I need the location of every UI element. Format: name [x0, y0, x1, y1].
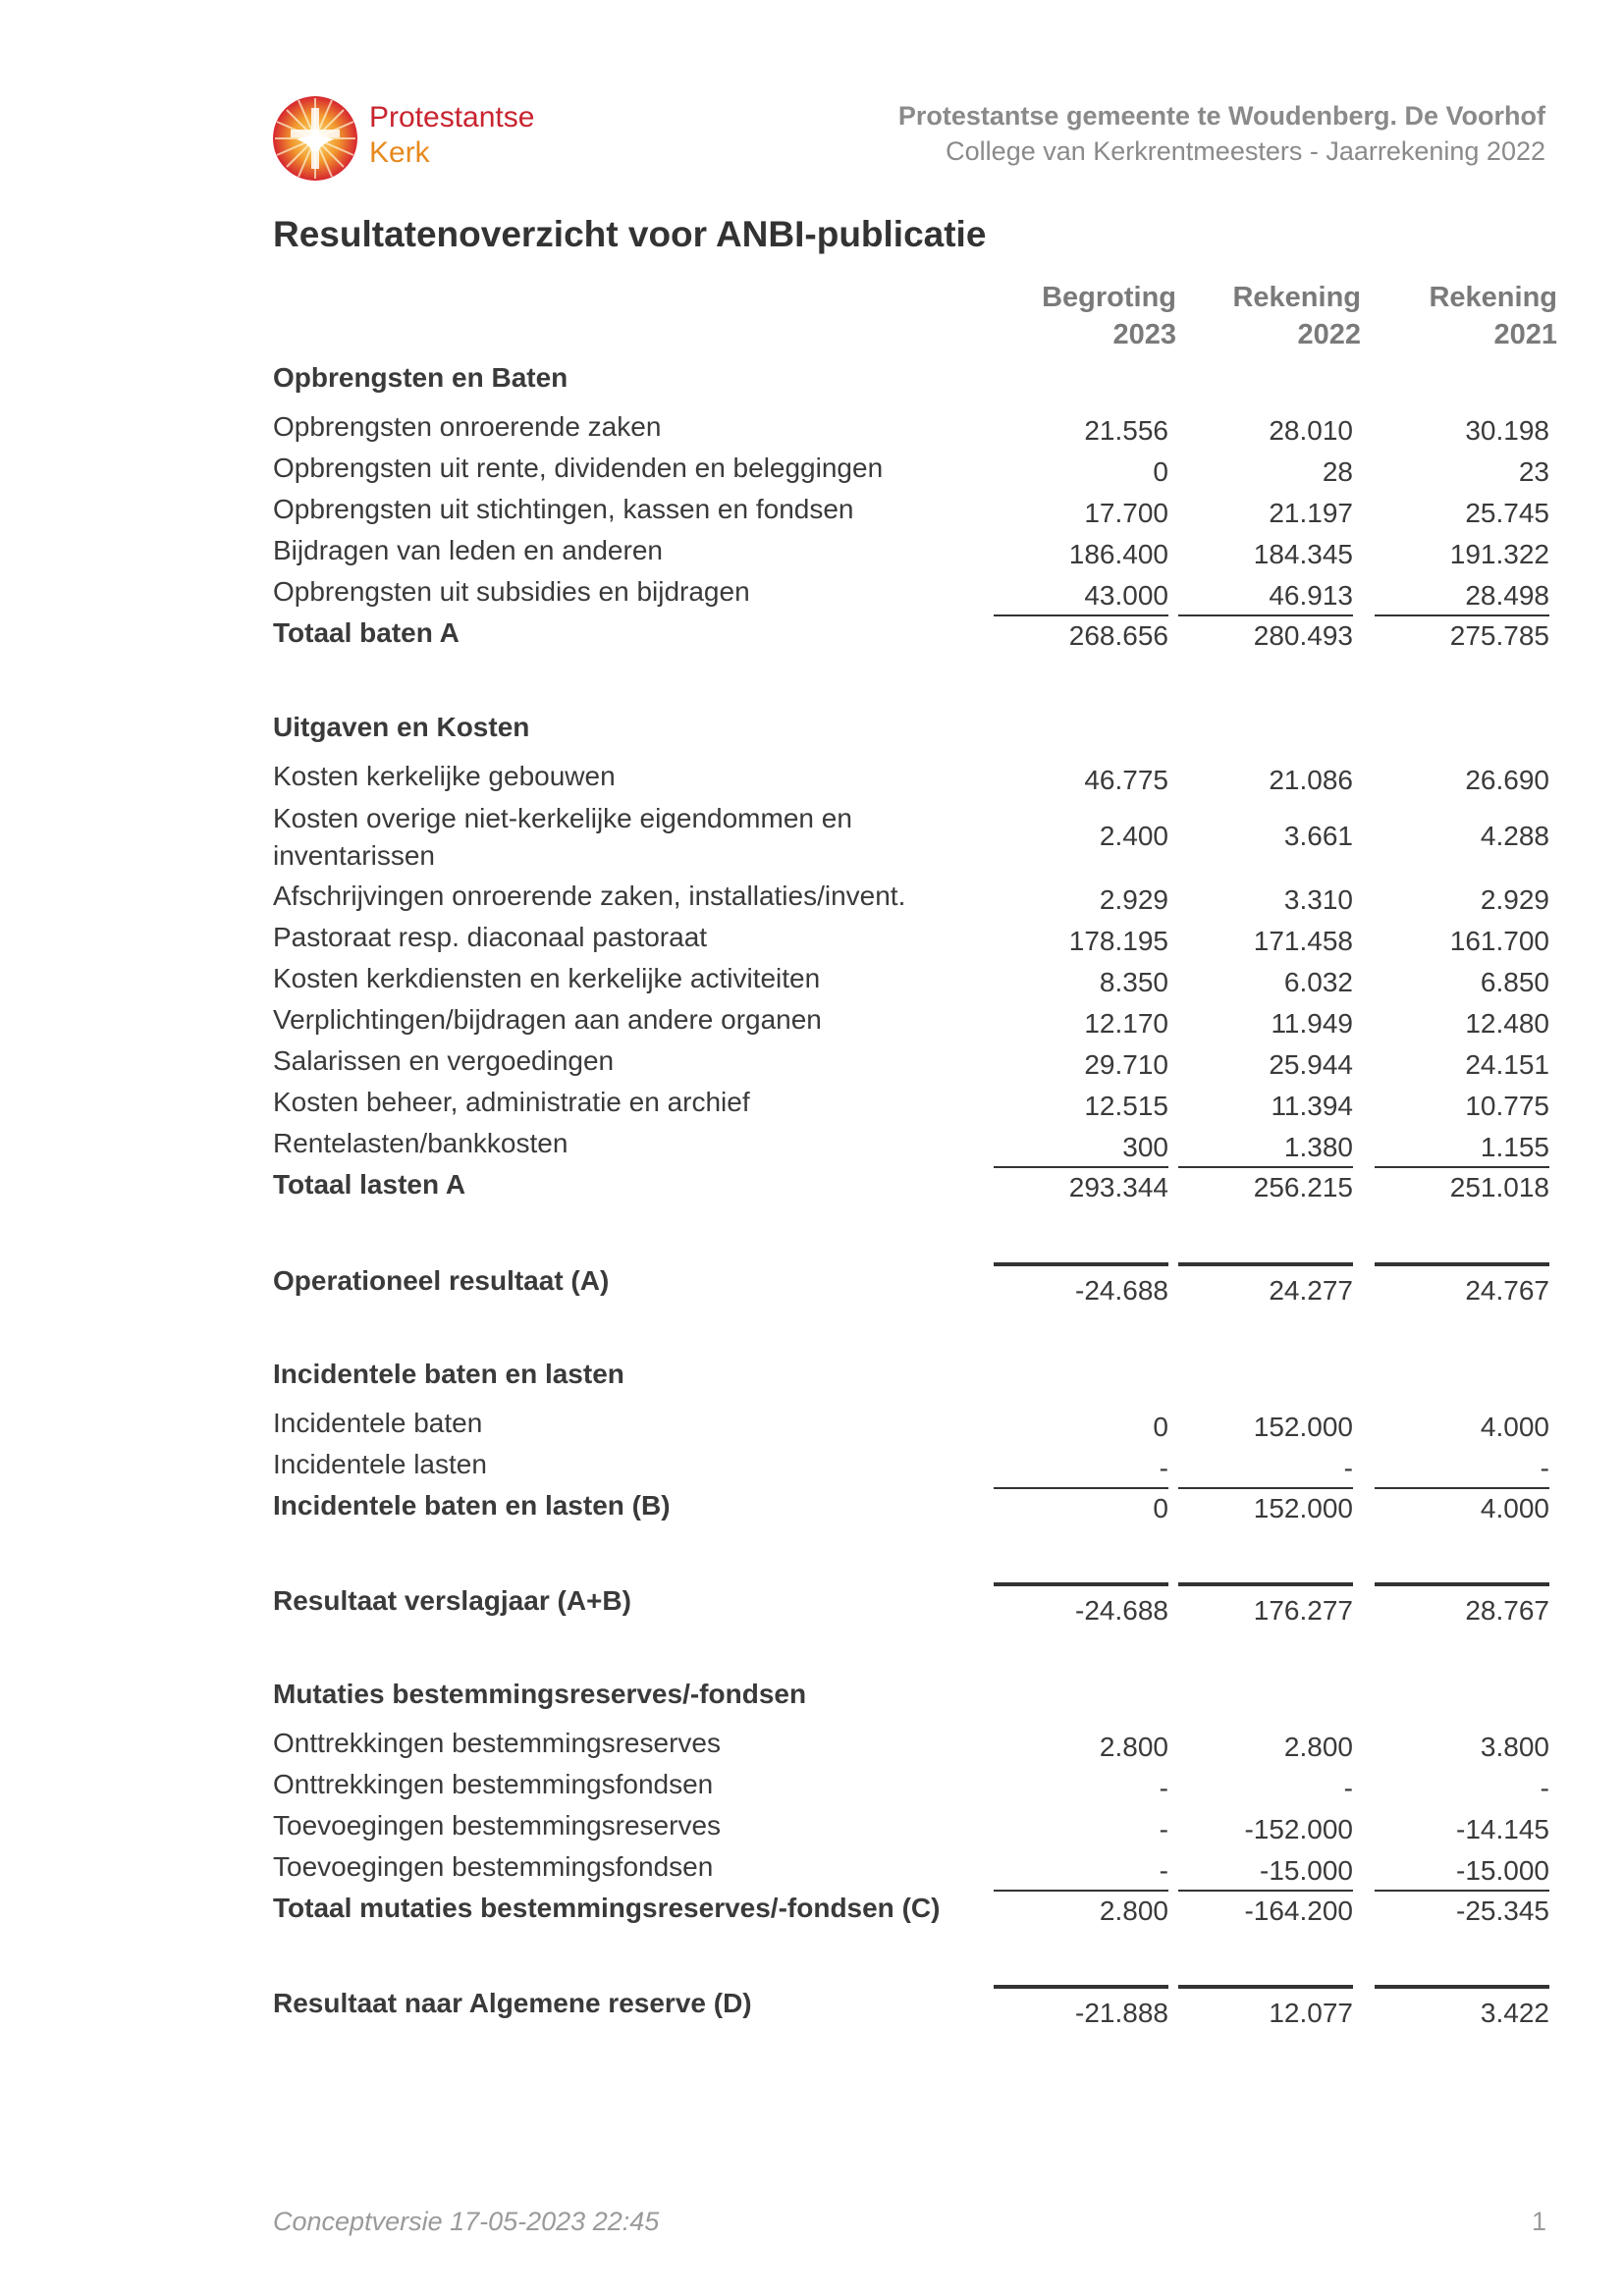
row-label: Totaal lasten A	[273, 1169, 466, 1200]
value-rekening-2021: -14.145	[1456, 1814, 1549, 1844]
row-label: Incidentele baten en lasten (B)	[273, 1490, 671, 1521]
value-rekening-2021: 25.745	[1465, 498, 1549, 528]
row-label: Afschrijvingen onroerende zaken, installaties/invent.	[273, 881, 906, 911]
value-rekening-2021: 6.850	[1480, 967, 1549, 997]
value-rekening-2021: 12.480	[1465, 1008, 1549, 1039]
value-rekening-2021: 275.785	[1449, 620, 1549, 651]
value-rekening-2021: 4.288	[1480, 821, 1549, 851]
row-label: Resultaat verslagjaar (A+B)	[273, 1585, 631, 1616]
section-heading-opbrengsten	[273, 362, 1549, 403]
value-rekening-2022: 176.277	[1253, 1595, 1353, 1626]
row-label: Kosten kerkdiensten en kerkelijke activiteiten	[273, 963, 821, 993]
table-row	[273, 453, 1549, 494]
section-heading-uitgaven	[273, 712, 1549, 753]
value-begroting-2023: 46.775	[1084, 765, 1168, 795]
table-row	[273, 1408, 1549, 1449]
subtotal-rule	[1375, 1890, 1549, 1892]
column-header-begroting-2023	[960, 279, 1176, 353]
resultaat-algemene-reserve-row	[273, 1988, 1549, 2029]
value-begroting-2023: 186.400	[1068, 539, 1168, 569]
section-heading-mutaties	[273, 1679, 1549, 1720]
row-label: Kosten beheer, administratie en archief	[273, 1087, 750, 1117]
column-header-label: Rekening	[1232, 282, 1361, 313]
value-rekening-2022: 25.944	[1269, 1049, 1353, 1080]
value-rekening-2022: 280.493	[1253, 620, 1353, 651]
page-title: Resultatenoverzicht voor ANBI-publicatie	[273, 214, 987, 254]
church-logo	[271, 94, 595, 183]
row-label: Operationeel resultaat (A)	[273, 1265, 610, 1296]
value-begroting-2023: -24.688	[1075, 1275, 1168, 1306]
row-label: Opbrengsten en Baten	[273, 362, 568, 393]
value-rekening-2022: 256.215	[1253, 1172, 1353, 1202]
table-row	[273, 1810, 1549, 1851]
row-label: Pastoraat resp. diaconaal pastoraat	[273, 922, 708, 952]
row-label: Salarissen en vergoedingen	[273, 1045, 615, 1076]
value-rekening-2022: 21.086	[1269, 765, 1353, 795]
row-label: Toevoegingen bestemmingsreserves	[273, 1810, 722, 1841]
cross-dove-icon	[271, 94, 359, 183]
total-row-mutaties	[273, 1893, 1549, 1934]
value-rekening-2022: 2.800	[1283, 1732, 1353, 1762]
value-rekening-2021: 161.700	[1449, 926, 1549, 956]
value-begroting-2023: 2.400	[1099, 821, 1168, 851]
value-rekening-2022: 28.010	[1269, 415, 1353, 446]
value-begroting-2023: 12.515	[1084, 1091, 1168, 1121]
value-rekening-2022: 6.032	[1283, 967, 1353, 997]
value-begroting-2023: 21.556	[1084, 415, 1168, 446]
table-row	[273, 535, 1549, 576]
table-row	[273, 1769, 1549, 1810]
row-label: Onttrekkingen bestemmingsreserves	[273, 1728, 721, 1758]
value-rekening-2022: 21.197	[1269, 498, 1353, 528]
section-heading-incidenteel	[273, 1359, 1549, 1400]
subtotal-rule	[1375, 614, 1549, 616]
value-rekening-2022: 3.661	[1283, 821, 1353, 851]
value-begroting-2023: 0	[1153, 456, 1168, 487]
subtotal-rule	[1375, 1166, 1549, 1168]
value-begroting-2023: 43.000	[1084, 580, 1168, 611]
column-header-rekening-2021	[1341, 279, 1557, 353]
row-label: Onttrekkingen bestemmingsfondsen	[273, 1769, 714, 1799]
value-begroting-2023: 300	[1122, 1132, 1168, 1162]
value-rekening-2022: 152.000	[1253, 1493, 1353, 1523]
subtotal-rule	[1178, 1487, 1353, 1489]
value-begroting-2023: 2.800	[1099, 1732, 1168, 1762]
organisation-name: Protestantse gemeente te Woudenberg. De Voorhof	[897, 101, 1545, 131]
table-row	[273, 1128, 1549, 1169]
value-rekening-2021: 2.929	[1480, 884, 1549, 915]
value-rekening-2022: 3.310	[1283, 884, 1353, 915]
row-label: Verplichtingen/bijdragen aan andere organen	[273, 1004, 822, 1035]
value-rekening-2022: 12.077	[1269, 1998, 1353, 2028]
table-row	[273, 881, 1549, 922]
value-rekening-2022: -15.000	[1260, 1855, 1353, 1886]
value-rekening-2021: -15.000	[1456, 1855, 1549, 1886]
value-rekening-2022: 171.458	[1253, 926, 1353, 956]
table-row	[273, 576, 1549, 617]
resultaat-verslagjaar-row	[273, 1585, 1549, 1627]
value-rekening-2022: -152.000	[1244, 1814, 1353, 1844]
value-rekening-2021: 24.767	[1465, 1275, 1549, 1306]
value-rekening-2022: 184.345	[1253, 539, 1353, 569]
column-header-year: 2023	[1112, 319, 1176, 350]
value-rekening-2021: 3.422	[1480, 1998, 1549, 2028]
value-rekening-2021: 30.198	[1465, 415, 1549, 446]
row-label: Opbrengsten uit rente, dividenden en beleggingen	[273, 453, 884, 483]
value-begroting-2023: 17.700	[1084, 498, 1168, 528]
table-row	[273, 1728, 1549, 1769]
value-begroting-2023: -	[1159, 1453, 1168, 1483]
value-rekening-2021: -	[1540, 1773, 1549, 1803]
value-rekening-2022: 11.949	[1271, 1008, 1353, 1039]
column-header-year: 2022	[1297, 319, 1361, 350]
table-row	[273, 494, 1549, 535]
concept-version-footer: Conceptversie 17-05-2023 22:45	[273, 2207, 660, 2236]
row-label: Toevoegingen bestemmingsfondsen	[273, 1851, 714, 1882]
total-row-lasten	[273, 1169, 1549, 1210]
value-rekening-2021: 191.322	[1449, 539, 1549, 569]
row-label: Bijdragen van leden en anderen	[273, 535, 663, 565]
value-begroting-2023: 178.195	[1068, 926, 1168, 956]
table-row	[273, 1004, 1549, 1045]
value-rekening-2021: 3.800	[1480, 1732, 1549, 1762]
row-label: Resultaat naar Algemene reserve (D)	[273, 1988, 752, 2018]
row-label: Uitgaven en Kosten	[273, 712, 530, 742]
value-rekening-2021: 28.498	[1465, 580, 1549, 611]
row-label: Rentelasten/bankkosten	[273, 1128, 568, 1158]
table-row	[273, 761, 1549, 802]
subtotal-rule	[1178, 614, 1353, 616]
column-header-rekening-2022	[1145, 279, 1361, 353]
logo-text-protestantse: Protestantse	[369, 101, 535, 133]
table-row	[273, 1087, 1549, 1128]
subtotal-rule	[994, 614, 1168, 616]
table-row	[273, 1045, 1549, 1087]
row-label: Kosten overige niet-kerkelijke eigendommen en inventarissen	[273, 803, 852, 871]
value-begroting-2023: 0	[1153, 1493, 1168, 1523]
total-row-incidenteel	[273, 1490, 1549, 1531]
row-label: Totaal mutaties bestemmingsreserves/-fondsen (C)	[273, 1893, 941, 1923]
total-row-baten	[273, 617, 1549, 659]
table-row	[273, 1449, 1549, 1490]
value-rekening-2021: 28.767	[1465, 1595, 1549, 1626]
table-row	[273, 922, 1549, 963]
value-rekening-2021: 4.000	[1480, 1493, 1549, 1523]
value-rekening-2022: 28	[1322, 456, 1353, 487]
value-begroting-2023: -21.888	[1075, 1998, 1168, 2028]
value-rekening-2022: 11.394	[1271, 1091, 1353, 1121]
column-header-year: 2021	[1493, 319, 1557, 350]
value-rekening-2022: 152.000	[1253, 1412, 1353, 1442]
page-number: 1	[1532, 2207, 1547, 2236]
value-begroting-2023: -	[1159, 1855, 1168, 1886]
subtotal-rule	[1375, 1487, 1549, 1489]
operationeel-resultaat-row	[273, 1265, 1549, 1307]
table-row	[273, 800, 1549, 879]
value-rekening-2021: 251.018	[1449, 1172, 1549, 1202]
value-begroting-2023: -24.688	[1075, 1595, 1168, 1626]
value-rekening-2021: -	[1540, 1453, 1549, 1483]
value-begroting-2023: 268.656	[1068, 620, 1168, 651]
value-rekening-2022: 46.913	[1269, 580, 1353, 611]
value-rekening-2022: -164.200	[1244, 1896, 1353, 1926]
row-label: Opbrengsten onroerende zaken	[273, 411, 662, 442]
value-rekening-2021: 24.151	[1465, 1049, 1549, 1080]
value-begroting-2023: 12.170	[1084, 1008, 1168, 1039]
subtotal-rule	[1178, 1166, 1353, 1168]
subtotal-rule	[994, 1890, 1168, 1892]
value-rekening-2022: 24.277	[1269, 1275, 1353, 1306]
value-begroting-2023: -	[1159, 1814, 1168, 1844]
subtotal-rule	[1178, 1890, 1353, 1892]
row-label: Mutaties bestemmingsreserves/-fondsen	[273, 1679, 807, 1709]
row-label: Incidentele baten en lasten	[273, 1359, 624, 1389]
value-begroting-2023: -	[1159, 1773, 1168, 1803]
value-begroting-2023: 293.344	[1068, 1172, 1168, 1202]
value-rekening-2021: 23	[1518, 456, 1549, 487]
table-row	[273, 1851, 1549, 1893]
row-label: Totaal baten A	[273, 617, 460, 648]
row-label: Opbrengsten uit subsidies en bijdragen	[273, 576, 750, 607]
row-label: Incidentele baten	[273, 1408, 483, 1438]
value-rekening-2022: -	[1343, 1773, 1353, 1803]
value-rekening-2021: 4.000	[1480, 1412, 1549, 1442]
row-label: Incidentele lasten	[273, 1449, 487, 1479]
value-begroting-2023: 8.350	[1099, 967, 1168, 997]
value-begroting-2023: 0	[1153, 1412, 1168, 1442]
value-rekening-2021: 10.775	[1465, 1091, 1549, 1121]
value-rekening-2022: -	[1343, 1453, 1353, 1483]
value-begroting-2023: 2.800	[1099, 1896, 1168, 1926]
value-begroting-2023: 29.710	[1084, 1049, 1168, 1080]
value-rekening-2021: 1.155	[1480, 1132, 1549, 1162]
subtotal-rule	[994, 1487, 1168, 1489]
value-begroting-2023: 2.929	[1099, 884, 1168, 915]
column-header-label: Begroting	[1042, 282, 1176, 313]
row-label: Kosten kerkelijke gebouwen	[273, 761, 616, 791]
subtotal-rule	[994, 1166, 1168, 1168]
table-row	[273, 963, 1549, 1004]
value-rekening-2022: 1.380	[1283, 1132, 1353, 1162]
document-header	[898, 98, 1545, 169]
value-rekening-2021: 26.690	[1465, 765, 1549, 795]
column-header-label: Rekening	[1429, 282, 1557, 313]
row-label: Opbrengsten uit stichtingen, kassen en fondsen	[273, 494, 854, 524]
table-row	[273, 411, 1549, 453]
document-subtitle: College van Kerkrentmeesters - Jaarrekening 2022	[946, 136, 1545, 166]
logo-text-kerk: Kerk	[369, 136, 430, 169]
value-rekening-2021: -25.345	[1456, 1896, 1549, 1926]
